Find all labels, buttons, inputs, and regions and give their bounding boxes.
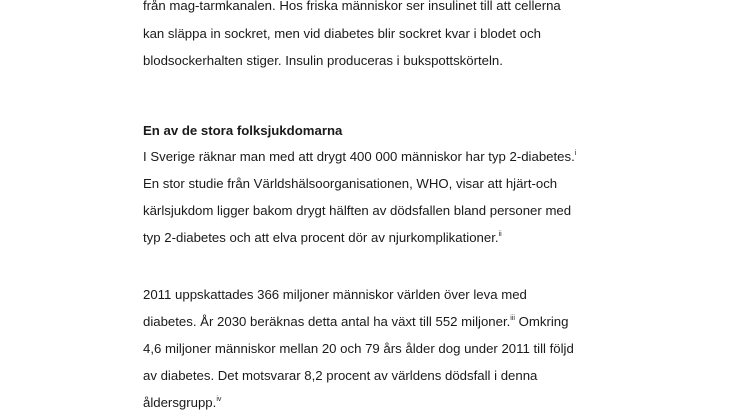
endnote-ref-i: i — [574, 150, 577, 157]
paragraph3-line1: 2011 uppskattades 366 miljoner människor världen över leva med — [143, 287, 527, 302]
paragraph3-line4: av diabetes. Det motsvarar 8,2 procent av världens dödsfall i denna — [143, 368, 538, 383]
paragraph2-line4 — [143, 230, 502, 246]
paragraph1-line2: kan släppa in sockret, men vid diabetes blir sockret kvar i blodet och — [143, 26, 542, 41]
paragraph3-line5 — [143, 395, 221, 411]
paragraph1-line3: blodsockerhalten stiger. Insulin produceras i bukspottskörteln. — [143, 53, 503, 68]
paragraph3-line3: 4,6 miljoner människor mellan 20 och 79 års ålder dog under 2011 till följd — [143, 341, 574, 356]
section-heading: En av de stora folksjukdomarna — [143, 123, 343, 138]
paragraph2-line1-text: I Sverige räknar man med att drygt 400 000 människor har typ 2-diabetes. — [143, 149, 575, 164]
paragraph1-line1: från mag-tarmkanalen. Hos friska människor ser insulinet till att cellerna — [143, 0, 561, 13]
endnote-ref-ii: ii — [498, 231, 502, 238]
endnote-ref-iii: iii — [510, 315, 515, 322]
paragraph3-line2-text-b: Omkring — [514, 314, 569, 329]
paragraph3-line2 — [143, 314, 568, 330]
paragraph3-line2-text-a: diabetes. År 2030 beräknas detta antal ha växt till 552 miljoner. — [143, 314, 511, 329]
paragraph2-line2: En stor studie från Världshälsoorganisationen, WHO, visar att hjärt-och — [143, 176, 558, 191]
paragraph2-line1 — [143, 149, 576, 165]
endnote-ref-iv: iv — [216, 396, 222, 403]
paragraph2-line4-text: typ 2-diabetes och att elva procent dör av njurkomplikationer. — [143, 230, 499, 245]
paragraph2-line3: kärlsjukdom ligger bakom drygt hälften av dödsfallen bland personer med — [143, 203, 572, 218]
paragraph3-line5-text: åldersgrupp. — [143, 395, 217, 410]
